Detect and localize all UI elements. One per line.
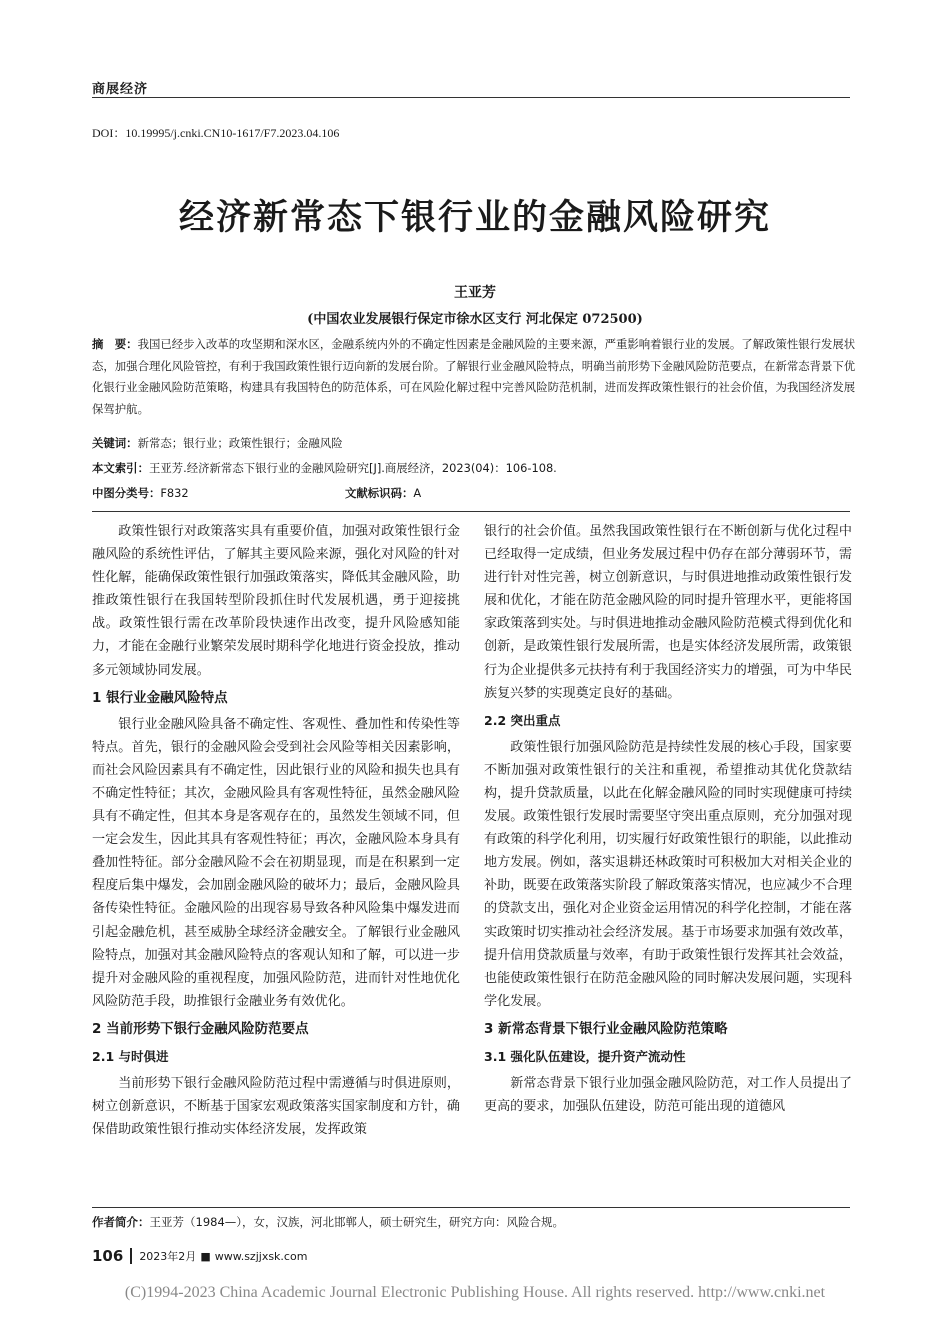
copyright-notice: (C)1994-2023 China Academic Journal Electronic Publishing House. All rights reserved. http://www.cnki.net (124, 1284, 826, 1301)
section-1-paragraph: 银行业金融风险具备不确定性、客观性、叠加性和传染性等特点。首先，银行的金融风险会受到社会风险等相关因素影响，而社会风险因素具有不确定性，因此银行业的风险和损失也具有不确定性特征；其次，金融风险具有客观性特征，虽然金融风险具有不确定性，但其本身是客观存在的，虽然发生领域不同，但一定会发生，因此其具有客观性特征；再次，金融风险本身具有叠加性特征。部分金融风险不会在初期显现，而是在积累到一定程度后集中爆发，会加剧金融风险的破坏力；最后，金融风险具备传染性特征。金融风险的出现容易导致各种风险集中爆发进而引起金融危机，甚至威胁全球经济金融安全。了解银行业金融风险特点，加强对其金融风险特点的客观认知和了解，可以进一步提升对金融风险的重视程度，加强风险防范，进而针对性地优化风险防范手段，助推银行金融业务有效优化。 (92, 716, 460, 1009)
footnote-rule (92, 1207, 850, 1208)
doc-code: A (413, 486, 422, 500)
bio-label: 作者简介： (92, 1215, 150, 1229)
section-2-2-paragraph: 政策性银行加强风险防范是持续性发展的核心手段，国家要不断加强对政策性银行的关注和重视，希望推动其优化贷款结构，提升贷款质量，以此在化解金融风险的同时实现健康可持续发展。政策性银行发展时需要坚守突出重点原则，充分加强对现有政策的科学化利用，切实履行好政策性银行的职能，以此推动地方发展。例如，落实退耕还林政策时可积极加大对相关企业的补助，既要在政策落实阶段了解政策落实情况，也应减少不合理的贷款支出，强化对企业资金运用情况的科学化控制，才能在落实政策时切实推动社会经济发展。基于市场要求加强有效改革，提升信用贷款质量与效率，有助于政策性银行发挥其社会效益，也能使政策性银行在防范金融风险的同时解决发展问题，实现科学化发展。 (484, 739, 852, 1009)
continued-paragraph: 银行的社会价值。虽然我国政策性银行在不断创新与优化过程中已经取得一定成绩，但业务发展过程中仍存在部分薄弱环节，需进行针对性完善，树立创新意识，与时俱进地推动政策性银行发展和优化，才能在防范金融风险的同时提升管理水平，更能将国家政策落到实处。与时俱进地推动金融风险防范模式得到优化和创新，是政策性银行发展所需，也是实体经济发展所需，政策银行为企业提供多元扶持有利于我国经济实力的增强，可为中华民族复兴梦的实现奠定良好的基础。 (484, 524, 852, 701)
footer-separator (130, 1248, 132, 1264)
keywords: 新常态；银行业；政策性银行；金融风险 (137, 436, 343, 450)
keywords-line (92, 435, 858, 451)
right-column (484, 520, 852, 1118)
page-footer (92, 1247, 307, 1265)
doc-code-label: 文献标识码： (345, 486, 414, 500)
clc-code: F832 (160, 486, 189, 500)
bio-text: 王亚芳（1984—），女，汉族，河北邯郸人，硕士研究生，研究方向：风险合规。 (149, 1215, 565, 1229)
left-column (92, 520, 460, 1141)
issue-date: 2023年2月 (139, 1250, 197, 1263)
bullet-icon: ■ (200, 1249, 211, 1263)
abstract (92, 334, 858, 420)
section-3-1-heading: 3.1 强化队伍建设，提升资产流动性 (484, 1048, 686, 1064)
section-2-2-heading: 2.2 突出重点 (484, 712, 561, 728)
section-3-heading: 3 新常态背景下银行业金融风险防范策略 (484, 1020, 728, 1037)
page-number: 106 (92, 1247, 124, 1265)
citation-line (92, 460, 858, 476)
author-affiliation: (中国农业发展银行保定市徐水区支行 河北保定 072500) (307, 312, 643, 327)
author-bio (92, 1214, 850, 1230)
abstract-text: 我国已经步入改革的攻坚期和深水区，金融系统内外的不确定性因素是金融风险的主要来源，严重影响着银行业的发展。了解政策性银行发展状态，加强合理化风险管控，有利于我国政策性银行迈向新的发展台阶。了解银行业金融风险特点，明确当前形势下金融风险防范要点，在新常态背景下优化银行业金融风险防范策略，构建具有我国特色的防范体系，可在风险化解过程中完善风险防范机制，进而发挥政策性银行的社会价值，为我国经济发展保驾护航。 (92, 337, 856, 416)
abstract-rule (92, 511, 850, 512)
journal-name: 商展经济 (92, 82, 149, 97)
section-2-heading: 2 当前形势下银行金融风险防范要点 (92, 1020, 309, 1037)
section-2-1-heading: 2.1 与时俱进 (92, 1048, 169, 1064)
section-2-1-paragraph: 当前形势下银行金融风险防范过程中需遵循与时俱进原则，树立创新意识，不断基于国家宏观政策落实国家制度和方针，确保借助政策性银行推动实体经济发展，发挥政策 (92, 1075, 460, 1138)
keywords-label: 关键词： (92, 436, 138, 450)
article-title: 经济新常态下银行业的金融风险研究 (178, 197, 771, 238)
website: www.szjjxsk.com (214, 1249, 308, 1263)
intro-paragraph: 政策性银行对政策落实具有重要价值，加强对政策性银行金融风险的系统性评估，了解其主要风险来源，强化对风险的针对性化解，能确保政策性银行加强政策落实，降低其金融风险，助推政策性银行在我国转型阶段抓住时代发展机遇，勇于迎接挑战。政策性银行需在改革阶段快速作出改变，提升风险感知能力，才能在金融行业繁荣发展时期科学化地进行资金投放，推动多元领域协同发展。 (92, 524, 460, 678)
section-3-1-paragraph: 新常态背景下银行业加强金融风险防范，对工作人员提出了更高的要求，加强队伍建设，防范可能出现的道德风 (484, 1075, 852, 1114)
citation-label: 本文索引： (92, 461, 149, 475)
section-1-heading: 1 银行业金融风险特点 (92, 689, 228, 706)
clc-label: 中图分类号： (92, 486, 161, 500)
classification-line (92, 485, 858, 501)
citation: 王亚芳.经济新常态下银行业的金融风险研究[J].商展经济，2023(04)：106-108. (148, 461, 557, 475)
author-name: 王亚芳 (454, 285, 496, 301)
abstract-label: 摘 要： (92, 337, 138, 351)
header-rule (92, 97, 850, 98)
doi: DOI：10.19995/j.cnki.CN10-1617/F7.2023.04.106 (92, 126, 340, 140)
